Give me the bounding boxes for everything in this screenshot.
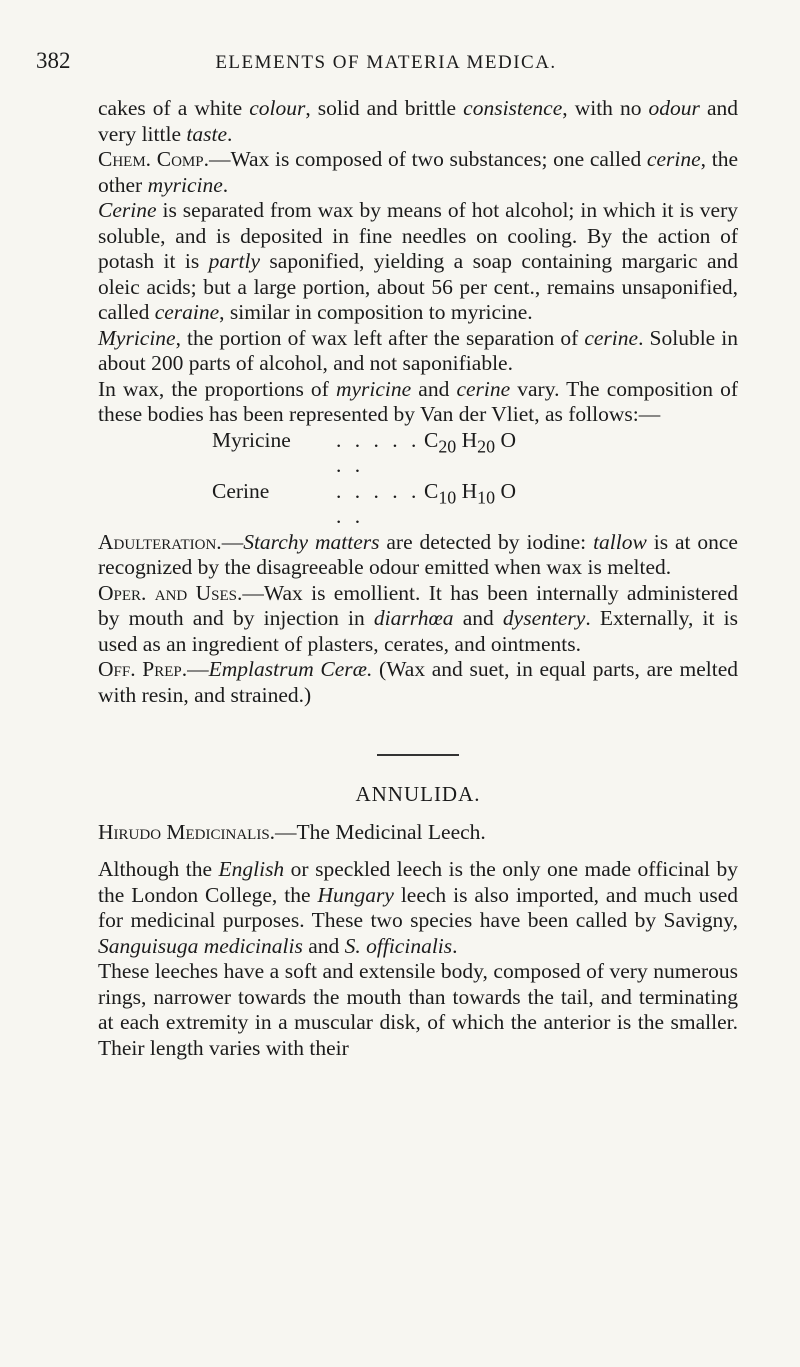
text: —The Medicinal Leech. xyxy=(275,819,486,844)
italic-term: cerine xyxy=(584,325,639,350)
paragraph-cerine xyxy=(98,198,738,326)
italic-term: colour xyxy=(249,96,306,120)
text: and xyxy=(453,606,503,630)
italic-term: S. officinalis xyxy=(344,933,453,958)
italic-term: Myricine xyxy=(98,325,176,350)
formula-name: Myricine xyxy=(212,427,291,452)
formula-name: Cerine xyxy=(212,478,270,503)
text: In wax, the proportions of xyxy=(98,376,336,401)
paragraph-adulteration xyxy=(98,530,738,581)
chemical-formula: $C_{20}$ $H_{20}$ O xyxy=(424,427,516,456)
page-body xyxy=(98,96,738,1061)
paragraph-proportions xyxy=(98,377,738,428)
paragraph-leech-body xyxy=(98,959,738,1061)
small-caps-heading: Hirudo Medicinalis. xyxy=(98,819,276,844)
formula-row-myricine xyxy=(212,428,738,479)
italic-term: Sanguisuga medicinalis xyxy=(98,933,303,958)
paragraph-oper-uses xyxy=(98,581,738,658)
text: cakes of a white xyxy=(98,96,250,120)
small-caps-heading: Off. Prep. xyxy=(98,657,188,681)
paragraph-wax-properties xyxy=(98,96,738,147)
italic-term: taste xyxy=(186,121,227,146)
text: leech is also imported, and much used for medicinal purposes. These two species have been called by Savigny, xyxy=(98,882,738,932)
text: saponified, yielding a soap containing margaric and oleic acids; but a large portion, about 56 per cent., remains unsaponified, called xyxy=(98,249,738,324)
italic-term: tallow xyxy=(593,529,647,554)
small-caps-heading: Chem. Comp. xyxy=(98,147,209,171)
paragraph-leech-species xyxy=(98,857,738,959)
text: . xyxy=(452,933,458,958)
italic-term: diarrhœa xyxy=(373,606,454,630)
paragraph-hirudo xyxy=(98,820,738,846)
page-number: 382 xyxy=(36,48,71,73)
text: These leeches have a soft and extensile body, composed of very numerous rings, narrower towards the mouth than towards the tail, and terminating at each extremity in a muscular disk, of which the anterior is the smaller. Their length varies with their xyxy=(98,959,738,1060)
text: and xyxy=(302,933,345,958)
text: . xyxy=(222,172,229,197)
text: , with no xyxy=(562,96,649,120)
text: is at once recognized by the disagreeable odour emitted when wax is melted. xyxy=(98,529,738,579)
text: and xyxy=(411,376,457,401)
italic-term: ceraine xyxy=(154,300,220,324)
text: , similar in composition to myricine. xyxy=(219,300,533,324)
text: . Externally, it is used as an ingredient of plasters, cerates, and ointments. xyxy=(98,606,738,656)
leader-dots: . . . . . . . xyxy=(336,427,421,477)
italic-term: Hungary xyxy=(317,882,394,907)
text: is separated from wax by means of hot alcohol; in which it is very soluble, and is deposited in fine needles on cooling. By the action of potash it is xyxy=(98,198,738,273)
italic-term: Starchy matters xyxy=(243,529,380,554)
italic-term: consistence xyxy=(463,96,563,120)
paragraph-off-prep xyxy=(98,657,738,708)
text: , solid and brittle xyxy=(305,96,464,120)
italic-term: cerine xyxy=(646,147,701,171)
formula-row-cerine xyxy=(212,479,738,530)
small-caps-heading: Oper. and Uses. xyxy=(98,580,243,605)
text: and very little xyxy=(98,96,739,146)
text: or speckled leech is the only one made officinal by the London College, the xyxy=(98,857,738,907)
text: , the portion of wax left after the separation of xyxy=(175,325,585,350)
italic-term: Cerine xyxy=(98,198,157,222)
italic-term: English xyxy=(218,857,285,881)
leader-dots: . . . . . . . xyxy=(336,478,421,528)
text: — xyxy=(187,657,209,681)
text: are detected by iodine: xyxy=(379,529,594,554)
text: —Wax is composed of two substances; one called xyxy=(208,147,647,171)
text: , the other xyxy=(98,147,738,197)
text: —Wax is emollient. It has been internally administered by mouth and by injection in xyxy=(98,580,738,630)
running-head: ELEMENTS OF MATERIA MEDICA. xyxy=(215,52,557,73)
italic-term: dysentery xyxy=(502,606,586,630)
text: . Soluble in about 200 parts of alcohol, and not saponifiable. xyxy=(98,325,738,375)
text: . xyxy=(226,121,233,146)
paragraph-chem-comp xyxy=(98,147,738,198)
text: — xyxy=(221,529,244,554)
page-header xyxy=(36,48,736,82)
chemical-formula: $C_{10}$ $H_{10}$ O xyxy=(424,478,516,507)
italic-term: myricine xyxy=(335,376,412,401)
italic-term: odour xyxy=(648,96,700,120)
italic-term: Emplastrum Ceræ. xyxy=(208,657,373,681)
text: (Wax and suet, in equal parts, are melted with resin, and strained.) xyxy=(98,657,738,707)
section-divider xyxy=(377,754,459,756)
small-caps-heading: Adulteration. xyxy=(98,529,222,554)
text: Although the xyxy=(98,857,219,881)
italic-term: partly xyxy=(208,249,260,273)
italic-term: myricine xyxy=(147,172,223,197)
text: vary. The composition of these bodies has been represented by Van der Vliet, as follows:— xyxy=(98,376,739,426)
italic-term: cerine xyxy=(456,376,511,401)
paragraph-myricine xyxy=(98,326,738,377)
section-heading: ANNULIDA. xyxy=(355,782,481,806)
